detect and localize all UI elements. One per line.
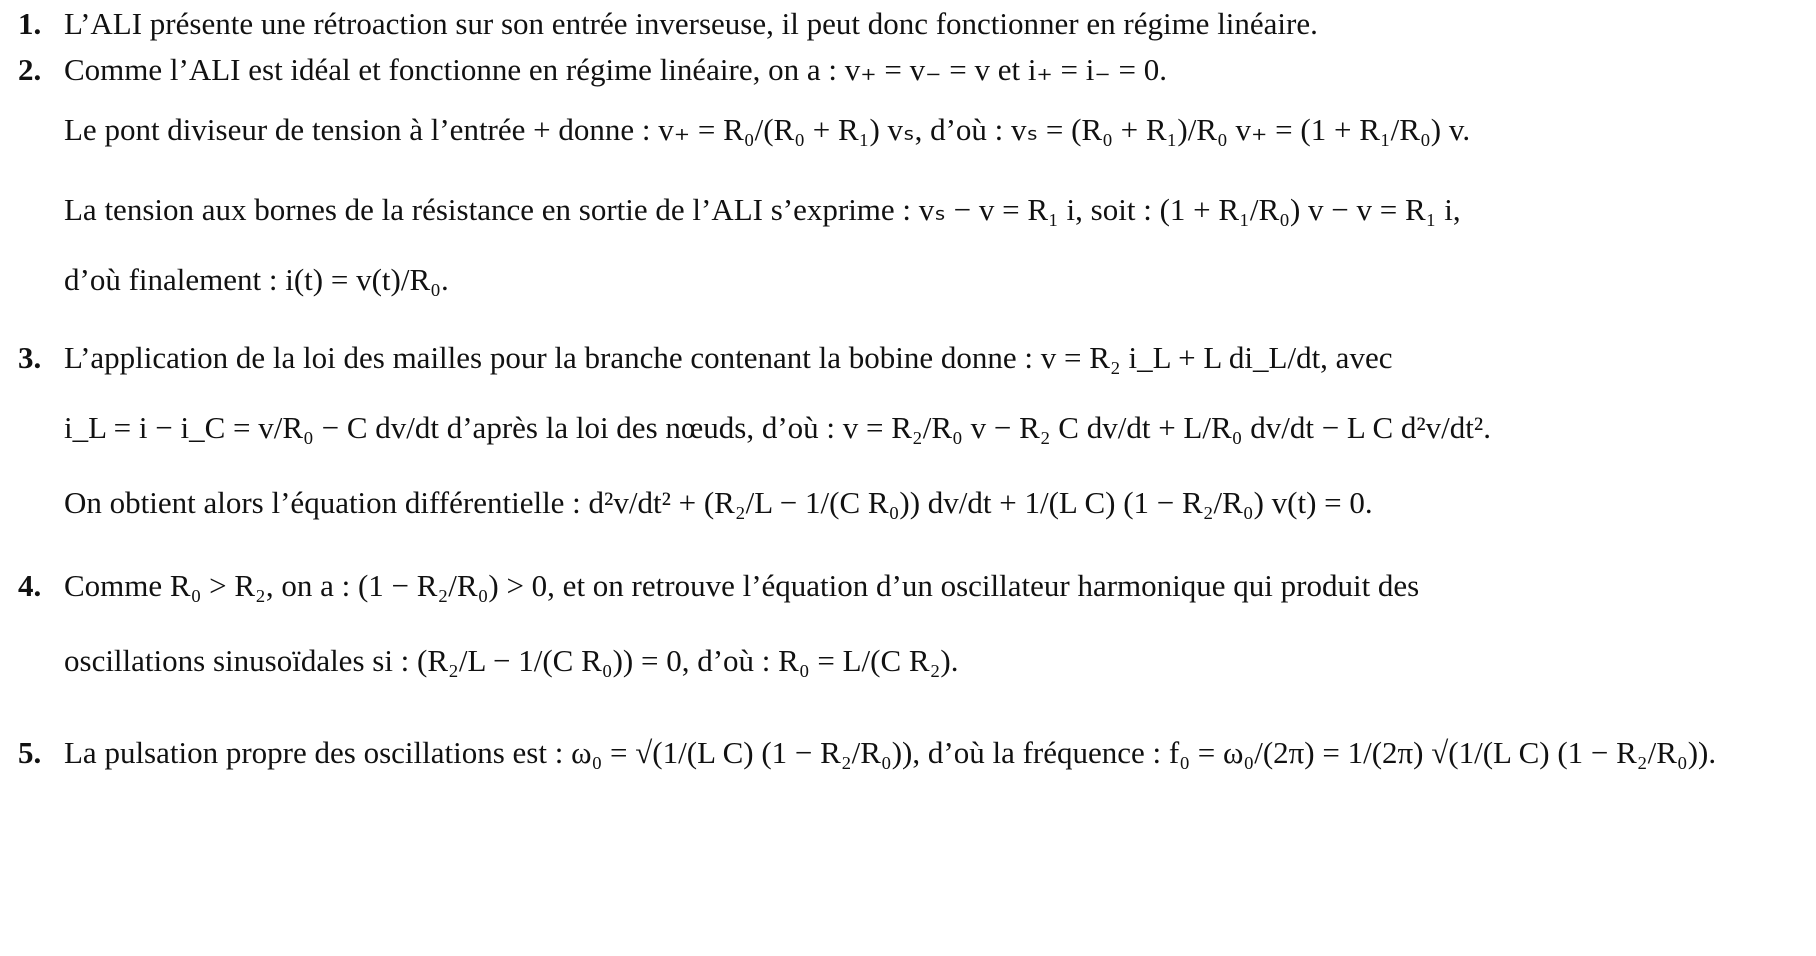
item-number: 5.: [18, 735, 42, 770]
item-text: Comme l’ALI est idéal et fonctionne en régime linéaire, on a : v₊ = v₋ = v et i₊ = i₋ = 0.: [64, 52, 1167, 87]
item-text: L’ALI présente une rétroaction sur son entrée inverseuse, il peut donc fonctionner en régime linéaire.: [64, 6, 1318, 41]
item-number: 2.: [18, 52, 42, 87]
item-number: 3.: [18, 340, 42, 375]
item-text: Le pont diviseur de tension à l’entrée + donne : v₊ = R₀/(R₀ + R₁) vₛ, d’où : vₛ = (R₀ + R₁)/R₀ v₊ = (1 + R₁/R₀) v.: [64, 112, 1471, 147]
item-text: oscillations sinusoïdales si : (R₂/L − 1/(C R₀)) = 0, d’où : R₀ = L/(C R₂).: [64, 643, 959, 678]
item-text: Comme R₀ > R₂, on a : (1 − R₂/R₀) > 0, et on retrouve l’équation d’un oscillateur harmonique qui produit des: [64, 568, 1420, 603]
item-text: La tension aux bornes de la résistance en sortie de l’ALI s’exprime : vₛ − v = R₁ i, soit : (1 + R₁/R₀) v − v = R₁ i,: [64, 192, 1461, 227]
item-number: 1.: [18, 6, 42, 41]
item-number: 4.: [18, 568, 42, 603]
item-text: L’application de la loi des mailles pour la branche contenant la bobine donne : v = R₂ i_L + L di_L/dt, avec: [64, 340, 1393, 375]
item-text: i_L = i − i_C = v/R₀ − C dv/dt d’après la loi des nœuds, d’où : v = R₂/R₀ v − R₂ C dv/dt + L/R₀ dv/dt − L C d²v/dt².: [64, 410, 1491, 445]
item-text: La pulsation propre des oscillations est : ω₀ = √(1/(L C) (1 − R₂/R₀)), d’où la fréquence : f₀ = ω₀/(2π) = 1/(2π) √(1/(L C) (1 − R₂/R₀)).: [64, 735, 1717, 770]
item-text: On obtient alors l’équation différentielle : d²v/dt² + (R₂/L − 1/(C R₀)) dv/dt + 1/(L C) (1 − R₂/R₀) v(t) = 0.: [64, 485, 1373, 520]
item-text: d’où finalement : i(t) = v(t)/R₀.: [64, 262, 449, 297]
